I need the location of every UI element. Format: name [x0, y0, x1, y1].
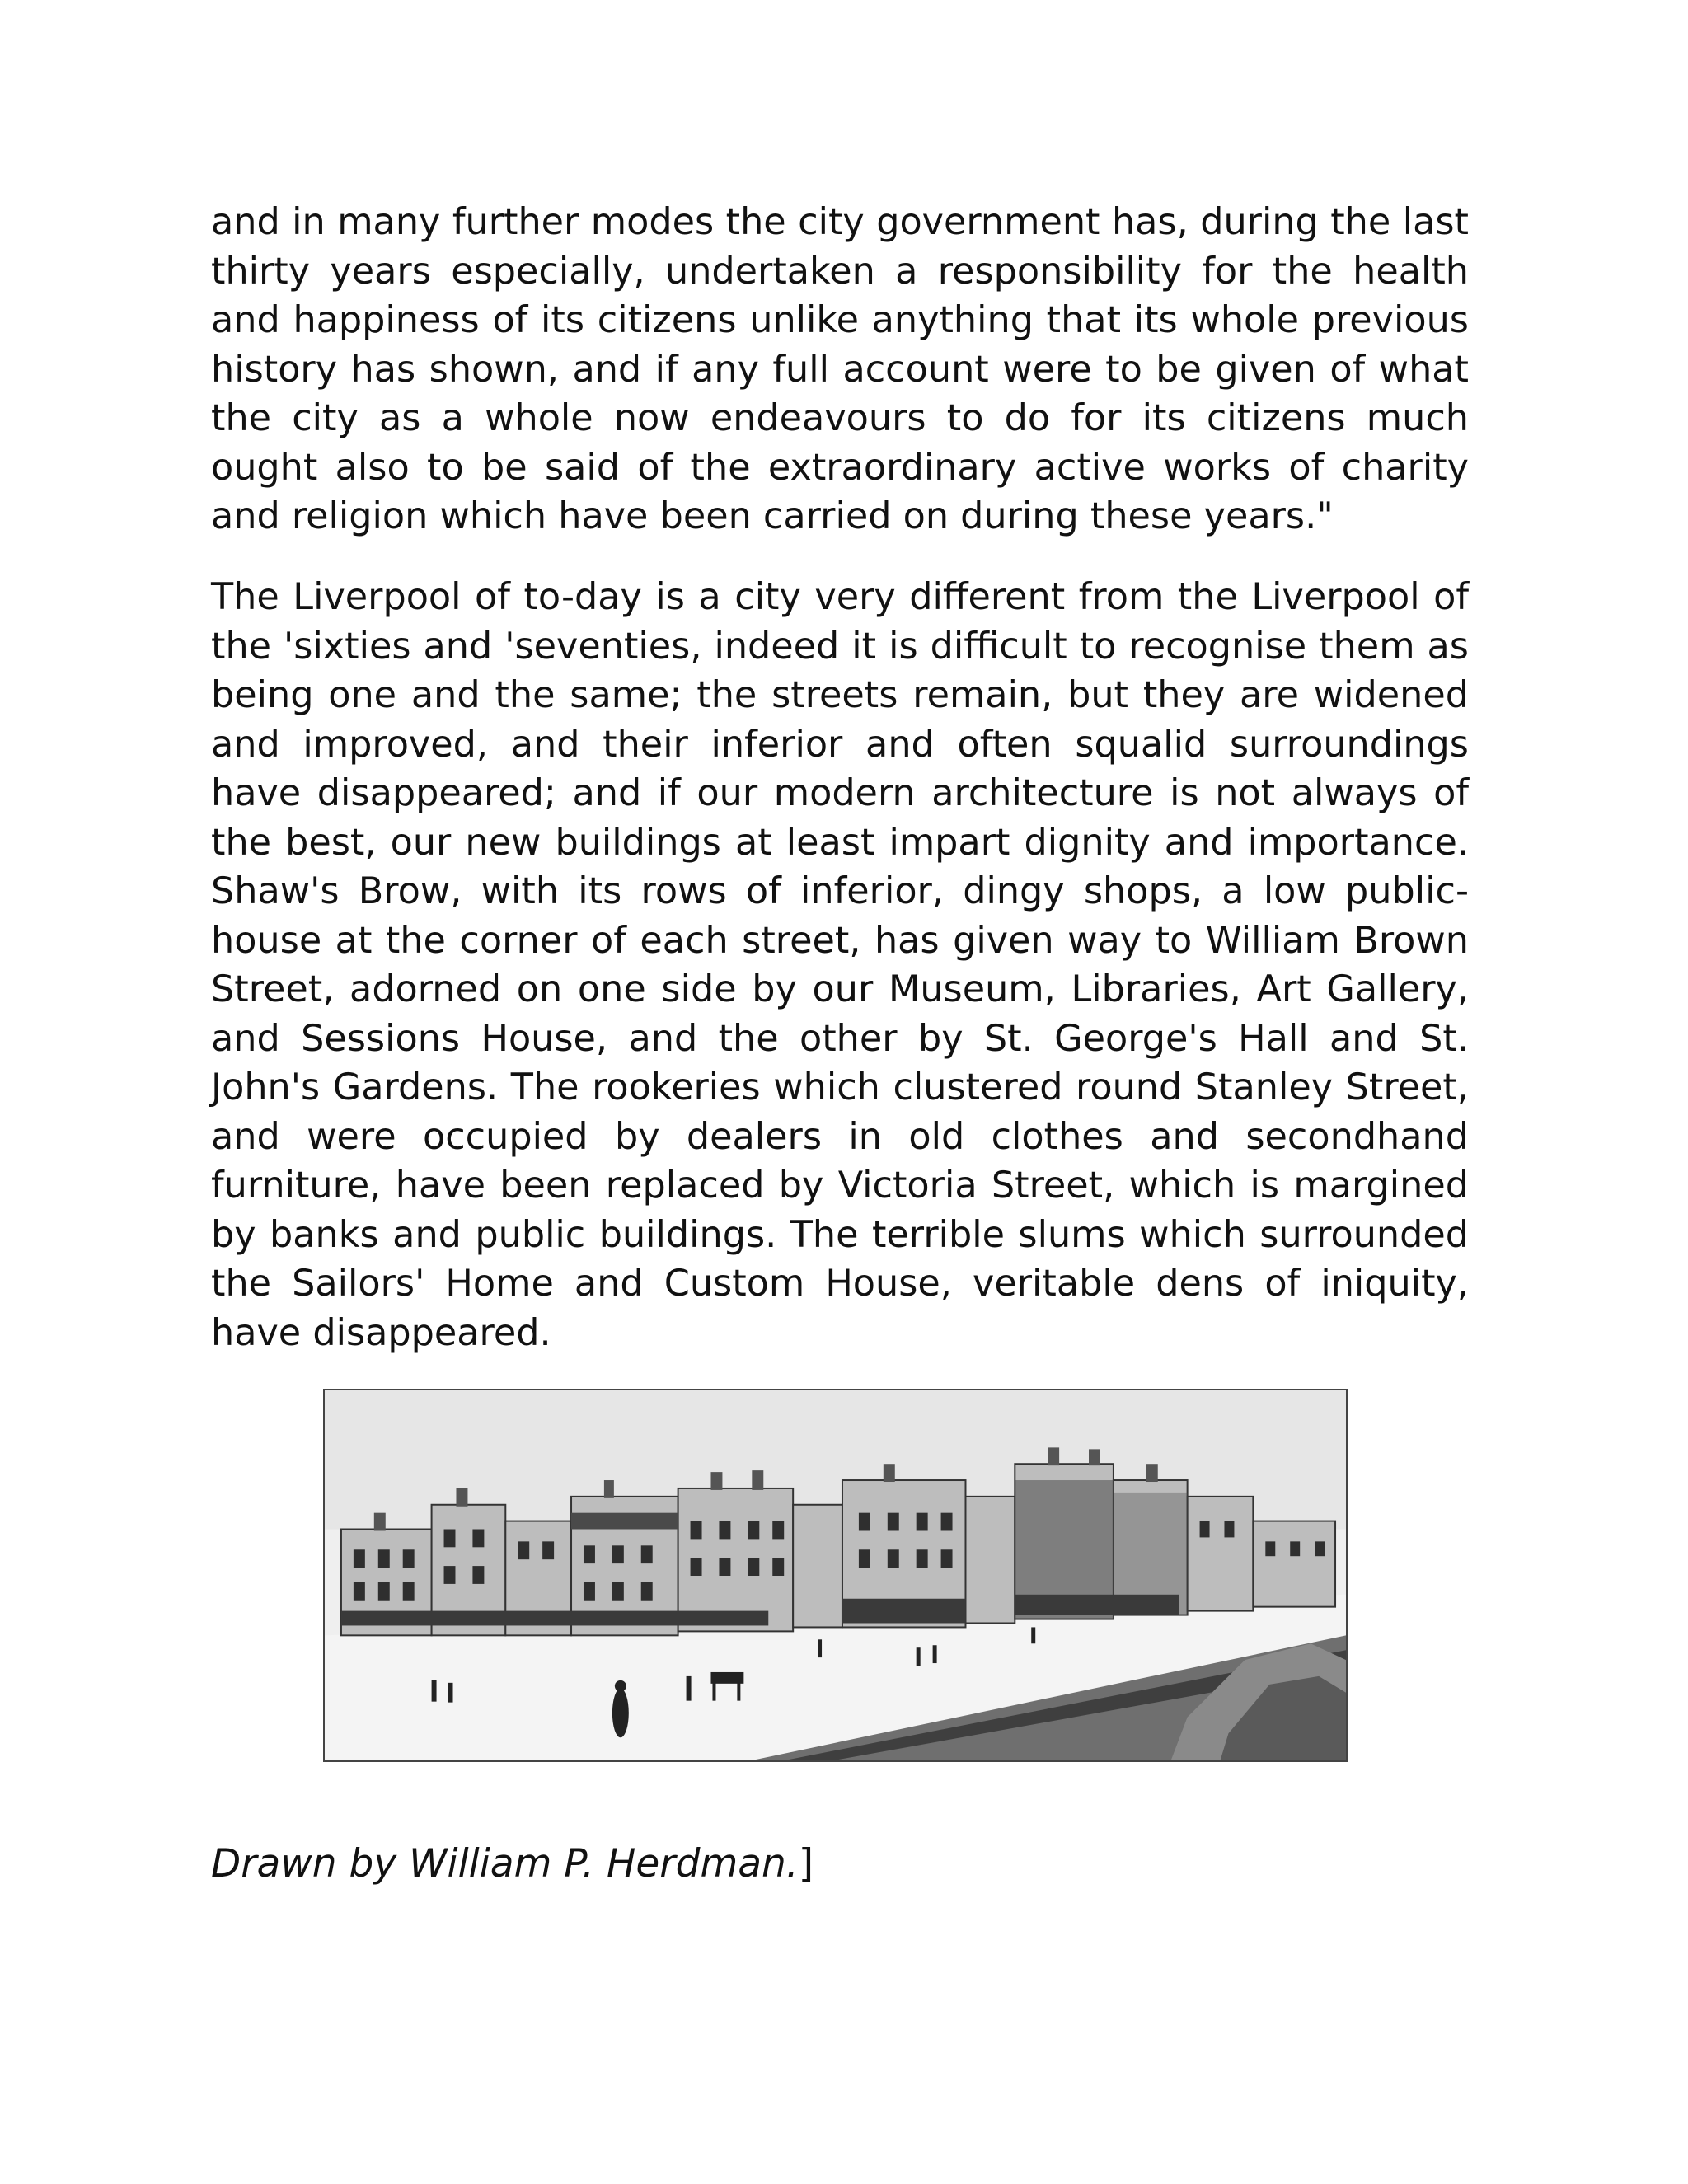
street-scene-illustration — [323, 1389, 1348, 1762]
illustration-caption — [211, 1840, 814, 1889]
street-scene-icon — [325, 1390, 1346, 1760]
body-paragraph-2: The Liverpool of to-day is a city very different from the Liverpool of the 'sixties and 'seventies, indeed it is difficult to recognise them as being one and the same; the streets remain, but they are widened and improved, and their inferior and often squalid surroundings have disappeared; and if our modern architecture is not always of the best, our new buildings at least impart dignity and importance. Shaw's Brow, with its rows of inferior, dingy shops, a low public-house at the corner of each street, has given way to William Brown Street, adorned on one side by our Museum, Libraries, Art Gallery, and Sessions House, and the other by St. George's Hall and St. John's Gardens. The rookeries which clustered round Stanley Street, and were occupied by dealers in old clothes and secondhand furniture, have been replaced by Victoria Street, which is margined by banks and public buildings. The terrible slums which surrounded the Sailors' Home and Custom House, veritable dens of iniquity, have disappeared. — [211, 576, 1469, 1354]
caption-bracket: ] — [798, 1841, 814, 1886]
body-paragraph-1: and in many further modes the city government has, during the last thirty years especially, undertaken a responsibility for the health and happiness of its citizens unlike anything that its whole previous history has shown, and if any full account were to be given of what the city as a whole now endeavours to do for its citizens much ought also to be said of the extraordinary active works of charity and religion which have been carried on during these years." — [211, 201, 1469, 537]
caption-credit: Drawn by William P. Herdman. — [211, 1841, 799, 1886]
